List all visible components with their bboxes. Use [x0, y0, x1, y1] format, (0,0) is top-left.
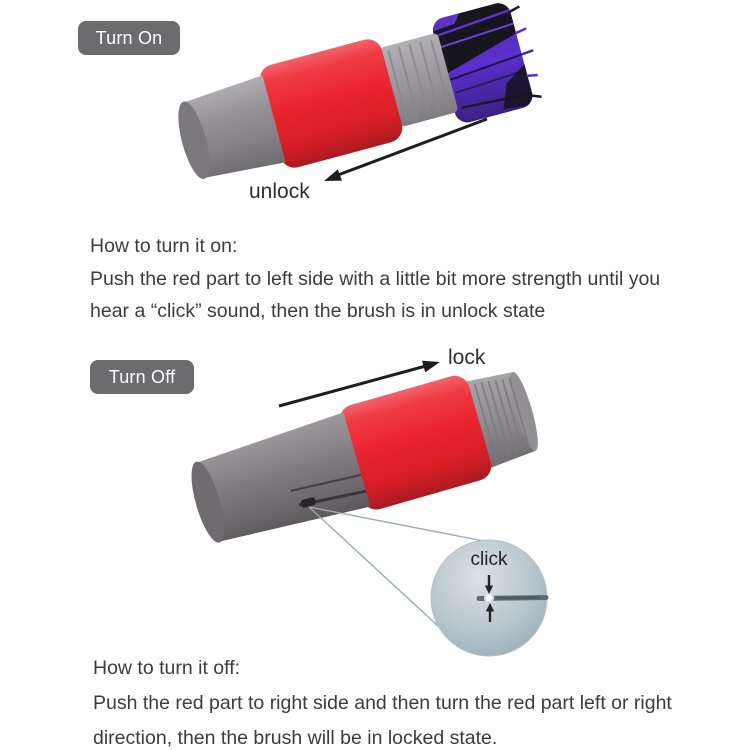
turn-off-heading: How to turn it off:: [93, 657, 241, 679]
turn-off-instructions: [93, 651, 672, 750]
lock-label: lock: [448, 346, 486, 369]
instruction-line: direction, then the brush will be in locked state.: [93, 727, 498, 749]
turn-off-badge: [90, 360, 194, 394]
instruction-line: Push the red part to left side with a little bit more strength until you: [90, 267, 661, 290]
brush-photo-lock: [181, 357, 546, 557]
unlock-label: unlock: [249, 180, 310, 203]
turn-on-badge-label: Turn On: [95, 27, 163, 48]
click-label: click: [470, 549, 508, 570]
turn-off-badge-label: Turn Off: [108, 366, 176, 387]
turn-on-heading: How to turn it on:: [90, 235, 238, 257]
instruction-line: Push the red part to right side and then turn the red part left or right: [93, 692, 672, 714]
turn-on-instructions: [90, 230, 660, 328]
instruction-line: hear a “click” sound, then the brush is in unlock state: [90, 300, 546, 322]
turn-on-badge: [78, 21, 180, 55]
